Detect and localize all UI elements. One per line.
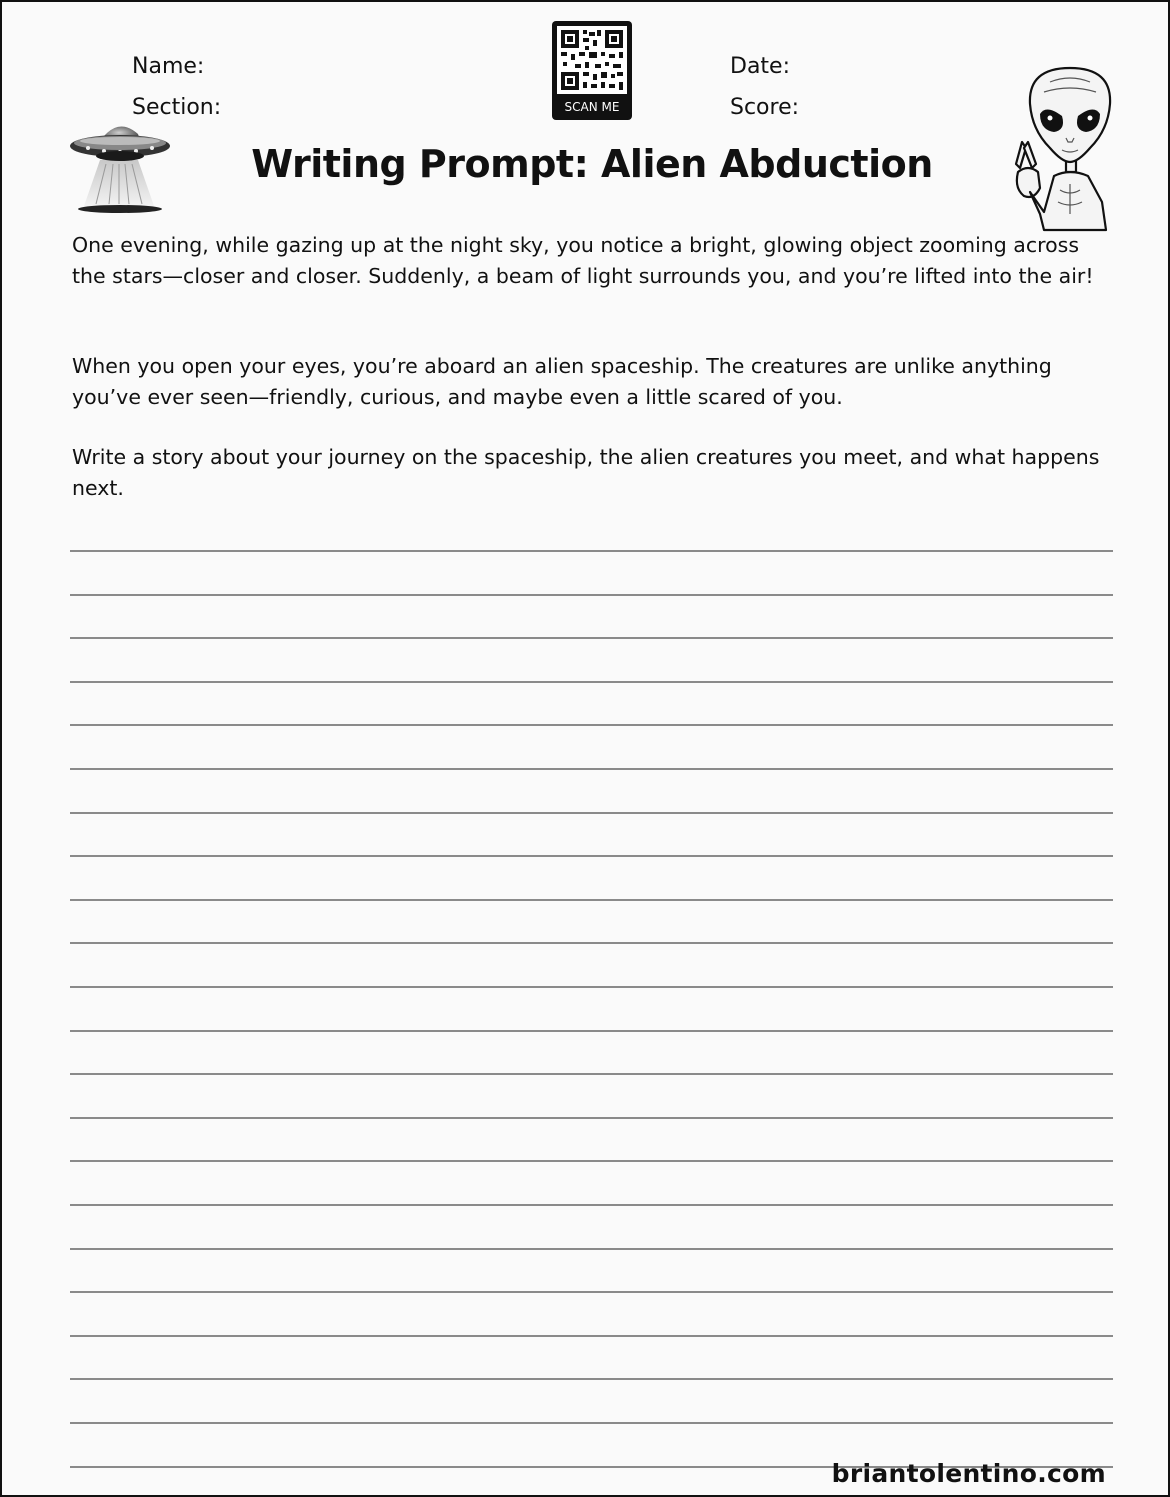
date-label: Date: <box>730 54 790 79</box>
prompt-paragraph-3: Write a story about your journey on the spaceship, the alien creatures you meet, and what happens next. <box>72 445 1100 500</box>
prompt-paragraph-2: When you open your eyes, you’re aboard an alien spaceship. The creatures are unlike anything you’ve ever seen—friendly, curious, and maybe even a little scared of you. <box>72 354 1052 409</box>
writing-line[interactable] <box>70 724 1113 726</box>
writing-line[interactable] <box>70 1422 1113 1424</box>
writing-line[interactable] <box>70 1030 1113 1032</box>
writing-line[interactable] <box>70 1204 1113 1206</box>
writing-line[interactable] <box>70 986 1113 988</box>
ufo-icon <box>66 114 170 216</box>
writing-line[interactable] <box>70 855 1113 857</box>
footer-website: briantolentino.com <box>831 1459 1106 1488</box>
writing-line[interactable] <box>70 1378 1113 1380</box>
section-label: Section: <box>132 95 222 120</box>
alien-icon <box>1010 64 1116 232</box>
writing-line[interactable] <box>70 550 1113 552</box>
prompt-paragraph-1: One evening, while gazing up at the night sky, you notice a bright, glowing object zooming across the stars—closer and closer. Suddenly, a beam of light surrounds you, and you’re lifted into the air! <box>72 233 1094 288</box>
writing-line[interactable] <box>70 899 1113 901</box>
writing-line[interactable] <box>70 1248 1113 1250</box>
writing-line[interactable] <box>70 812 1113 814</box>
writing-line[interactable] <box>70 942 1113 944</box>
qr-code-icon[interactable] <box>552 21 632 120</box>
writing-line[interactable] <box>70 681 1113 683</box>
writing-line[interactable] <box>70 637 1113 639</box>
score-label: Score: <box>730 95 800 120</box>
writing-line[interactable] <box>70 1073 1113 1075</box>
worksheet-title: Writing Prompt: Alien Abduction <box>251 142 933 186</box>
writing-line[interactable] <box>70 1291 1113 1293</box>
qr-caption: SCAN ME <box>564 100 620 114</box>
writing-line[interactable] <box>70 768 1113 770</box>
writing-line[interactable] <box>70 1335 1113 1337</box>
writing-line[interactable] <box>70 594 1113 596</box>
qr-code-pattern <box>557 26 627 94</box>
writing-line[interactable] <box>70 1160 1113 1162</box>
name-label: Name: <box>132 54 205 79</box>
writing-line[interactable] <box>70 1117 1113 1119</box>
